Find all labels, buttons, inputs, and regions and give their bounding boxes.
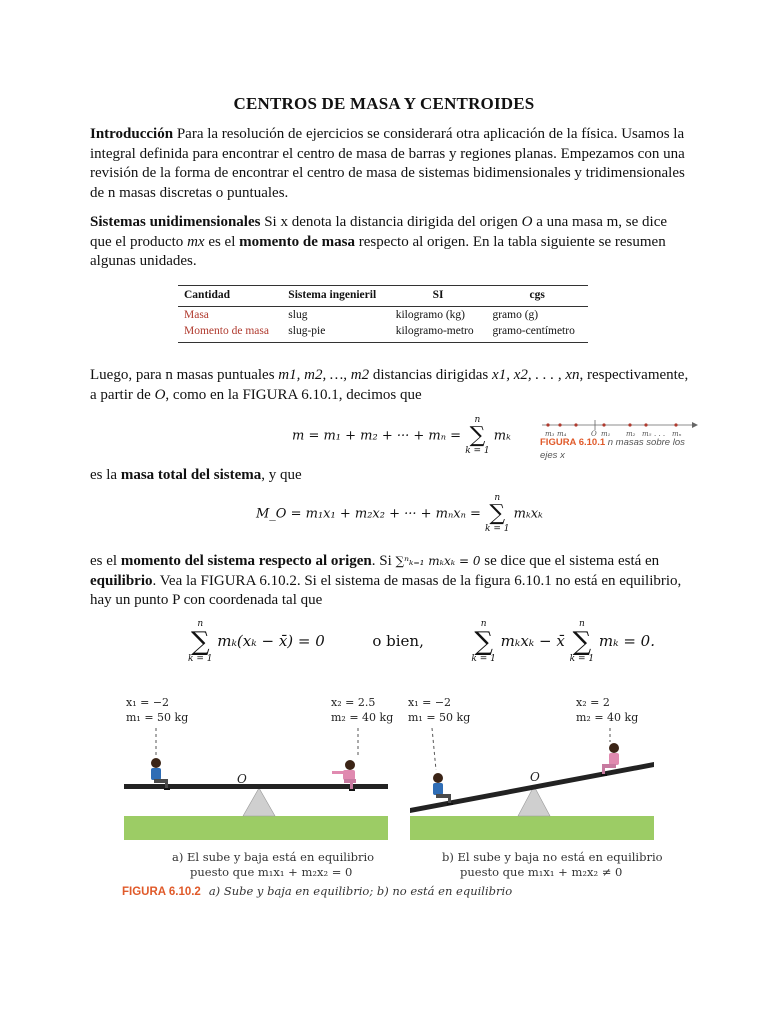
label-a-m1: m₁ = 50 kg <box>126 711 189 724</box>
mass-dot <box>574 423 577 426</box>
equation-moment <box>256 494 543 534</box>
origin-symbol: O <box>521 214 533 230</box>
axis-label: m₂ <box>626 430 636 438</box>
caption-a-line-1: a) El sube y baja está en equilibrio <box>172 850 375 864</box>
sum-symbol <box>188 620 212 664</box>
board-a <box>124 784 388 789</box>
pivot-label-b: O <box>530 770 540 784</box>
intro-text: Para la resolución de ejercicios se considerará otra aplicación de la física. Usamos la integral definida para encontrar el centro de masa de barras y regiones planas. Empezamos con una revisión de la forma de encontrar el centro de masa de sistemas bidimensionales y tridimensionales de n masas discretas o puntuales. <box>90 126 685 201</box>
ground-a <box>124 816 388 840</box>
x-axis-arrow-icon <box>692 422 698 428</box>
label-b-x2: x₂ = 2 <box>576 696 610 709</box>
table-row <box>178 323 588 343</box>
sum-lower-limit: k = 1 <box>465 446 490 456</box>
label-b-x1: x₁ = −2 <box>408 696 452 709</box>
sum-term: mₖ <box>493 428 511 444</box>
table-cell: kilogramo-metro <box>390 323 487 343</box>
table-header-cell: Sistema ingenieril <box>282 286 389 307</box>
unidim-text-3: es el <box>204 233 240 250</box>
equation-connector: o bien, <box>372 632 424 650</box>
distances-list: x1, x2, . . . , xn <box>492 367 580 383</box>
sigma-icon: ∑ <box>190 627 210 657</box>
momento-text-1: es el <box>90 553 121 569</box>
sum-upper-limit: n <box>474 415 481 425</box>
sum-upper-limit: n <box>480 619 487 629</box>
equation-right-term-1: mₖxₖ − x̄ <box>500 632 565 650</box>
table-header-cell: cgs <box>486 286 588 307</box>
mass-dot <box>546 423 549 426</box>
masa-total-paragraph <box>90 466 690 486</box>
table-row <box>178 307 588 324</box>
table-cell: Masa <box>184 309 209 321</box>
figure-caption-text: n masas sobre los ejes x <box>540 437 685 461</box>
pivot-label-a: O <box>237 772 247 786</box>
table-cell: kilogramo (kg) <box>395 309 466 321</box>
axis-label: . . . <box>654 430 666 438</box>
figure-6-10-1-caption <box>540 436 700 462</box>
mass-dot <box>674 423 677 426</box>
mass-dot <box>558 423 561 426</box>
table-cell: slug-pie <box>282 323 389 343</box>
label-b-m2: m₂ = 40 kg <box>576 711 639 724</box>
sum-lower-limit: k = 1 <box>485 524 510 534</box>
sigma-icon: ∑ <box>474 627 493 657</box>
caption-a-line-2: puesto que m₁x₁ + m₂x₂ = 0 <box>190 865 353 879</box>
sum-symbol <box>570 620 594 664</box>
label-a-x2: x₂ = 2.5 <box>331 696 376 709</box>
label-a-x1: x₁ = −2 <box>126 696 170 709</box>
equation-lhs: m = m₁ + m₂ + ··· + mₙ = <box>292 428 462 444</box>
figure-6-10-2-caption <box>122 884 512 898</box>
sum-upper-limit: n <box>494 493 501 503</box>
momento-text-3: se dice que el sistema está en <box>480 553 660 569</box>
seesaw-a <box>124 728 388 840</box>
sigma-icon: ∑ <box>572 627 592 657</box>
origin-symbol: O <box>154 386 166 403</box>
luego-text-4: , como en la FIGURA 6.10.1, decimos que <box>165 386 422 403</box>
luego-text-2: distancias dirigidas <box>369 367 493 383</box>
sum-symbol <box>465 416 489 456</box>
figure-label: FIGURA 6.10.2 <box>122 886 201 898</box>
equation-total-mass <box>292 416 511 456</box>
axis-label: O <box>591 430 597 438</box>
sum-lower-limit: k = 1 <box>188 654 213 664</box>
pivot-a <box>243 788 275 816</box>
table-cell: slug <box>288 309 308 321</box>
intro-paragraph <box>90 125 690 203</box>
figure-label: FIGURA 6.10.1 <box>540 437 606 448</box>
momento-text-4: . Vea la FIGURA 6.10.2. Si el sistema de masas de la figura 6.10.1 no está en equilibrio, hay un punto P con coordenada tal que <box>90 572 682 608</box>
unidim-heading: Sistemas unidimensionales <box>90 214 261 230</box>
axis-label: m₃ <box>545 430 555 438</box>
figure-caption-text: a) Sube y baja en equilibrio; b) no está en equilibrio <box>208 884 513 898</box>
mass-dot <box>602 423 605 426</box>
table-header-row <box>178 286 588 307</box>
table-cell: Momento de masa <box>178 323 282 343</box>
equation-right-term-2: mₖ = 0. <box>598 632 655 650</box>
masa-total-term: masa total del sistema <box>120 467 262 483</box>
label-b-m1: m₁ = 50 kg <box>408 711 471 724</box>
axis-label: m₁ <box>601 430 611 438</box>
label-a-m2: m₂ = 40 kg <box>331 711 394 724</box>
table-cell: gramo (g) <box>492 309 539 321</box>
momento-paragraph <box>90 552 690 611</box>
sigma-icon: ∑ <box>489 501 506 526</box>
sum-lower-limit: k = 1 <box>569 654 595 664</box>
axis-label: mₙ <box>672 430 682 438</box>
seesaw-b <box>410 728 654 840</box>
table-header-cell: Cantidad <box>178 286 282 307</box>
caption-a <box>172 850 374 880</box>
page-title: CENTROS DE MASA Y CENTROIDES <box>233 94 535 113</box>
units-table <box>178 285 588 343</box>
sum-symbol <box>485 494 509 534</box>
luego-text-1: Luego, para n masas puntuales <box>90 367 279 383</box>
table-cell: gramo-centímetro <box>486 323 588 343</box>
mx-symbol: mx <box>187 233 205 250</box>
equation-left-term: mₖ(xₖ − x̄) = 0 <box>217 632 325 650</box>
axis-label: m₄ <box>557 430 567 438</box>
sum-upper-limit: n <box>578 619 585 629</box>
mass-dot <box>644 423 647 426</box>
equilibrio-term: equilibrio <box>90 572 153 589</box>
equation-equilibrium <box>188 620 655 664</box>
unidim-text-2: a una masa m, se dice que el producto <box>90 214 668 250</box>
inline-sum-expression: ∑ⁿₖ₌₁ mₖxₖ = 0 <box>395 554 481 568</box>
intro-heading: Introducción <box>90 126 174 142</box>
ground-b <box>410 816 654 840</box>
masa-total-text-2: , y que <box>261 467 302 483</box>
unidim-paragraph <box>90 213 690 272</box>
equation-lhs: M_O = m₁x₁ + m₂x₂ + ··· + mₙxₙ = <box>256 506 481 522</box>
boy-figure-icon <box>433 773 453 805</box>
table-header-cell: SI <box>390 286 487 307</box>
sum-term: mₖxₖ <box>513 506 543 522</box>
momento-text-2: . Si <box>371 553 396 569</box>
sigma-icon: ∑ <box>469 423 486 448</box>
luego-paragraph <box>90 366 690 405</box>
luego-text-3: , respectivamente, a partir de <box>90 367 689 403</box>
sum-upper-limit: n <box>197 619 204 629</box>
unidim-text-1: Si x denota la distancia dirigida del origen <box>260 214 522 230</box>
masses-list: m1, m2, …, m2 <box>278 367 370 383</box>
mass-dot <box>628 423 631 426</box>
leader-line <box>432 728 436 770</box>
caption-b <box>442 850 663 880</box>
unidim-text-4: respecto al origen. En la tabla siguiente se resumen algunas unidades. <box>90 233 666 269</box>
caption-b-line-1: b) El sube y baja no está en equilibrio <box>442 850 663 864</box>
momento-sistema-term: momento del sistema respecto al origen <box>120 553 372 569</box>
sum-lower-limit: k = 1 <box>471 654 496 664</box>
momento-de-masa-term: momento de masa <box>239 233 355 250</box>
caption-b-line-2: puesto que m₁x₁ + m₂x₂ ≠ 0 <box>460 865 623 879</box>
sum-symbol <box>471 620 495 664</box>
axis-label: m₅ <box>642 430 652 438</box>
masa-total-text-1: es la <box>90 467 121 483</box>
